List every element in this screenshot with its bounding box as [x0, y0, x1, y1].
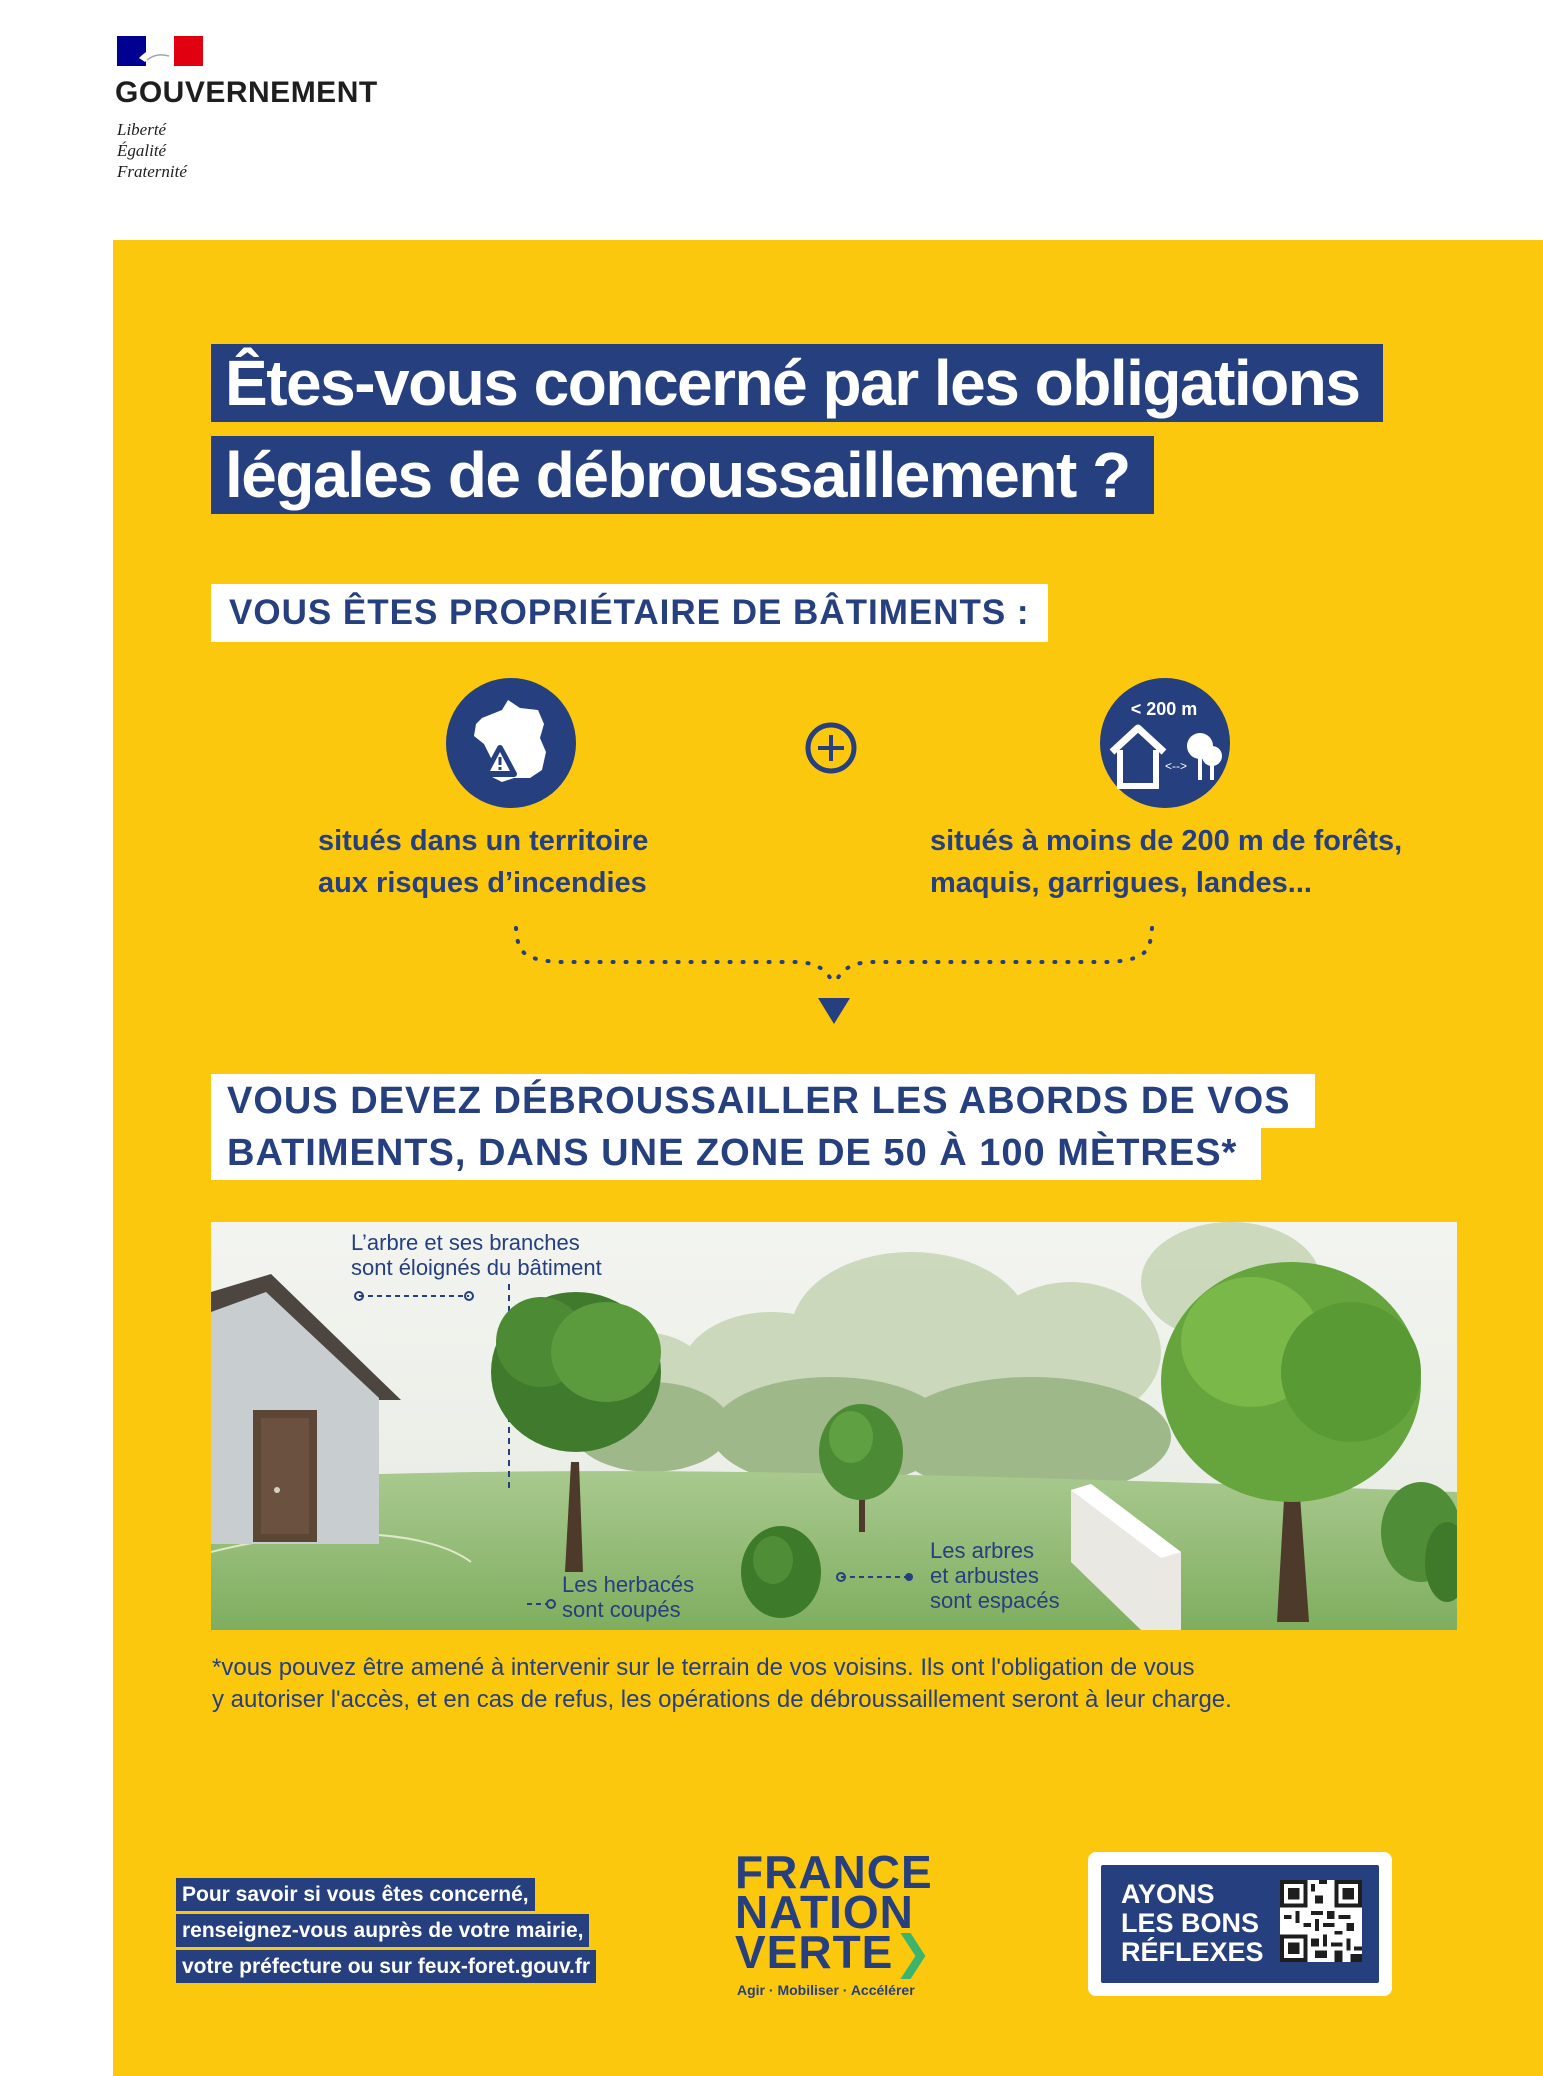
- condition-left-line-1: situés dans un territoire: [318, 825, 649, 857]
- annotation-tree-line-2: sont éloignés du bâtiment: [351, 1255, 602, 1280]
- annotation-herb-line-2: sont coupés: [562, 1597, 681, 1622]
- fnv-line-verte: [735, 1926, 945, 1978]
- annotation-tree: [351, 1230, 602, 1280]
- distance-house-forest-icon: [1100, 678, 1230, 808]
- reflexes-text: [1121, 1880, 1264, 1967]
- condition-left-text: [318, 820, 648, 904]
- fnv-line-france: FRANCE: [735, 1846, 933, 1898]
- france-nation-verte-logo: [735, 1846, 945, 1998]
- annotation-herb: [562, 1572, 694, 1622]
- annotation-herb-line-1: Les herbacés: [562, 1572, 695, 1597]
- condition-left-line-2: aux risques d’incendies: [318, 867, 647, 899]
- annotation-shrubs-line-1: Les arbres: [930, 1538, 1034, 1563]
- clearing-illustration: [211, 1222, 1457, 1630]
- france-fire-risk-icon: [446, 678, 576, 808]
- plus-icon: [805, 722, 857, 774]
- must-heading-line-2: BATIMENTS, DANS UNE ZONE DE 50 À 100 MÈTRES*: [211, 1126, 1261, 1180]
- annotation-shrubs-line-3: sont espacés: [930, 1588, 1060, 1613]
- condition-right-text: [930, 820, 1402, 904]
- info-line-2: renseignez-vous auprès de votre mairie,: [176, 1914, 589, 1947]
- marianne-flag-logo: [117, 36, 203, 66]
- footnote-line-1: *vous pouvez être amené à intervenir sur le terrain de vos voisins. Ils ont l'obligation de vous: [212, 1654, 1195, 1681]
- annotation-shrubs: [930, 1538, 1060, 1613]
- must-heading-line-1: VOUS DEVEZ DÉBROUSSAILLER LES ABORDS DE VOS: [211, 1074, 1315, 1128]
- owner-heading: VOUS ÊTES PROPRIÉTAIRE DE BÂTIMENTS :: [211, 584, 1048, 642]
- chevron-right-icon: ❯: [893, 1926, 933, 1978]
- motto-egalite: Égalité: [117, 141, 167, 160]
- condition-right-line-1: situés à moins de 200 m de forêts,: [930, 825, 1403, 857]
- fnv-tagline: Agir · Mobiliser · Accélérer: [737, 1982, 915, 1998]
- motto-fraternite: Fraternité: [117, 162, 187, 181]
- reflexes-line-3: RÉFLEXES: [1121, 1937, 1264, 1967]
- reflexes-line-2: LES BONS: [1121, 1908, 1260, 1938]
- info-line-3: votre préfecture ou sur feux-foret.gouv.fr: [176, 1950, 596, 1983]
- reflexes-line-1: AYONS: [1121, 1879, 1215, 1909]
- annotation-shrubs-line-2: et arbustes: [930, 1563, 1039, 1588]
- distance-badge: < 200 m: [1130, 699, 1198, 719]
- fnv-line-verte-text: VERTE: [735, 1926, 894, 1978]
- footnote-line-2: y autoriser l'accès, et en cas de refus, les opérations de débroussaillement seront à leur charge.: [212, 1686, 1232, 1713]
- poster-title-line-2: légales de débroussaillement ?: [211, 436, 1154, 514]
- fnv-line-nation: NATION: [735, 1886, 914, 1938]
- footnote: [212, 1652, 1232, 1716]
- condition-right-line-2: maquis, garrigues, landes...: [930, 867, 1312, 899]
- government-title: GOUVERNEMENT: [115, 76, 378, 109]
- poster-title-line-1: Êtes-vous concerné par les obligations: [211, 344, 1383, 422]
- info-line-1: Pour savoir si vous êtes concerné,: [176, 1878, 535, 1911]
- arrow-symbol: <-->: [1164, 759, 1188, 773]
- annotation-tree-line-1: L’arbre et ses branches: [351, 1230, 580, 1255]
- dotted-connector: [500, 920, 1180, 1040]
- qr-code-icon[interactable]: [1280, 1880, 1362, 1962]
- motto-liberte: Liberté: [117, 120, 167, 139]
- down-arrow-icon: [818, 998, 850, 1024]
